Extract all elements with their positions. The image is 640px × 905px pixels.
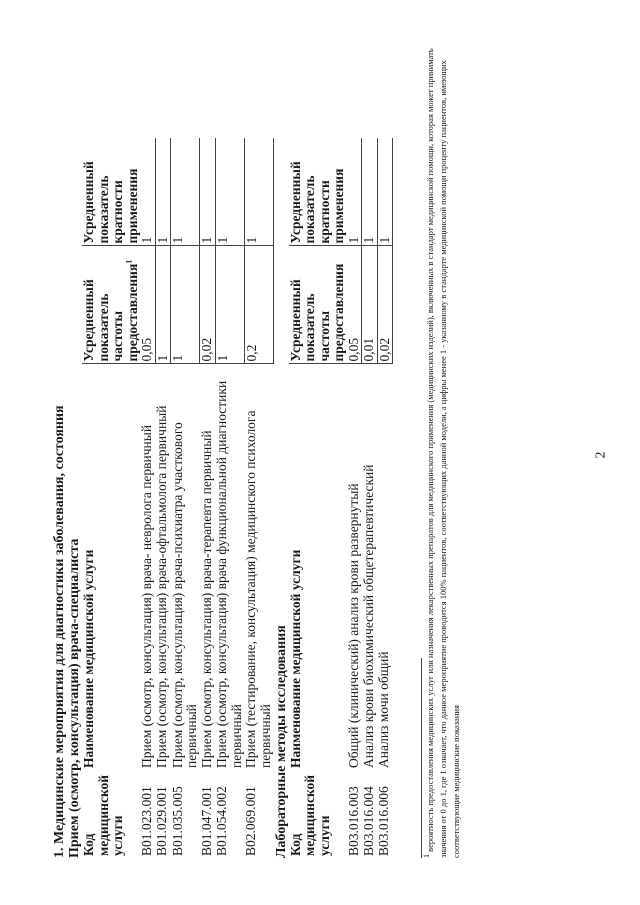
cell-code: B03.016.006 xyxy=(376,786,391,856)
cell-code: B01.047.001 xyxy=(198,786,214,856)
cell-multiplicity: 1 xyxy=(347,138,362,246)
cell-code: B03.016.003 xyxy=(345,786,361,856)
specialist-table xyxy=(82,138,274,858)
table-row xyxy=(347,138,362,858)
cell-code: B01.035.005 xyxy=(169,786,185,856)
cell-name: Прием (осмотр, консультация) врача-психиатра участкового первичный xyxy=(169,422,199,768)
cell-code: B02.069.001 xyxy=(243,786,258,856)
cell-name: Общий (клинический) анализ крови развернутый xyxy=(345,483,361,768)
table-header-row xyxy=(82,138,140,858)
cell-frequency: 0,05 xyxy=(140,246,155,364)
lab-section-title: Лабораторные методы исследования xyxy=(273,625,289,858)
table-row xyxy=(377,138,393,858)
cell-frequency: 0,05 xyxy=(347,246,362,364)
table-row xyxy=(171,138,200,858)
cell-multiplicity: 1 xyxy=(155,138,171,246)
footnote xyxy=(424,38,463,858)
cell-code: B03.016.004 xyxy=(360,786,376,856)
specialist-section-title: Прием (осмотр, консультация) врача-специалиста xyxy=(67,538,82,858)
col-header-name: Наименование медицинской услуги xyxy=(81,549,96,768)
table-row xyxy=(140,138,155,858)
cell-multiplicity: 1 xyxy=(377,138,393,246)
footnote-text: вероятность предоставления медицинских услуг или назначения лекарственных препаратов для медицинского применения (медицинских изделий), включенных в стандарт медицинской помощи, которая может принимать значения от 0 до 1, где 1 означает, что данное мероприятие проводится 100% пациентов, соответствующих данной модели, а цифры менее 1 - указанному в стандарте медицинской помощи проценту пациентов, имеющих соответствующие медицинские показания xyxy=(425,48,461,858)
table-row xyxy=(215,138,244,858)
cell-code: B01.023.001 xyxy=(139,786,154,856)
col-header-code: Код медицинской услуги xyxy=(81,774,125,856)
cell-multiplicity: 1 xyxy=(140,138,155,246)
cell-frequency: 0,01 xyxy=(362,246,378,364)
section-heading: 1. Медицинские мероприятия для диагностики заболевания, состояния xyxy=(52,405,67,858)
footnote-mark: 1 xyxy=(124,259,133,264)
cell-frequency: 1 xyxy=(171,246,200,364)
table-row xyxy=(155,138,171,858)
lab-table xyxy=(289,138,394,858)
table-header-row xyxy=(289,138,347,858)
cell-frequency: 0,02 xyxy=(200,246,216,364)
cell-frequency: 1 xyxy=(155,246,171,364)
col-header-frequency: Усредненный показатель частоты предоставления$^1$ xyxy=(82,246,140,364)
table-row xyxy=(200,138,216,858)
col-header-frequency: Усредненный показатель частоты предоставления xyxy=(289,246,347,364)
table-row xyxy=(244,138,273,858)
cell-multiplicity: 1 xyxy=(215,138,244,246)
page-number: 2 xyxy=(593,451,609,459)
cell-name: Прием (осмотр, консультация) врача-офтальмолога первичный xyxy=(154,405,169,768)
col-header-multiplicity: Усредненный показатель кратности применения xyxy=(82,138,140,246)
cell-code: B01.029.001 xyxy=(154,786,169,856)
footnote-rule xyxy=(421,658,422,858)
cell-frequency: 1 xyxy=(215,246,244,364)
cell-multiplicity: 1 xyxy=(362,138,378,246)
cell-name: Анализ мочи общий xyxy=(376,651,391,768)
cell-frequency: 0,2 xyxy=(244,246,273,364)
cell-multiplicity: 1 xyxy=(200,138,216,246)
cell-multiplicity: 1 xyxy=(171,138,200,246)
table-row xyxy=(362,138,378,858)
col-header-code: Код медицинской услуги xyxy=(287,774,332,856)
cell-name: Прием (осмотр, консультация) врача функциональной диагностики первичный xyxy=(214,380,244,768)
cell-frequency: 0,02 xyxy=(377,246,393,364)
cell-code: B01.054.002 xyxy=(214,786,229,856)
footnote-mark: 1 xyxy=(422,854,432,858)
col-header-multiplicity: Усредненный показатель кратности применения xyxy=(289,138,347,246)
cell-name: Прием (осмотр, консультация) врача- невролога первичный xyxy=(139,424,154,768)
col-header-name: Наименование медицинской услуги xyxy=(287,549,303,768)
document-page xyxy=(52,28,463,858)
cell-name: Прием (тестирование, консультация) медицинского психолога первичный xyxy=(243,410,273,768)
cell-name: Анализ крови биохимический общетерапевтический xyxy=(360,464,376,768)
cell-multiplicity: 1 xyxy=(244,138,273,246)
cell-name: Прием (осмотр, консультация) врача-терапевта первичный xyxy=(198,430,214,768)
